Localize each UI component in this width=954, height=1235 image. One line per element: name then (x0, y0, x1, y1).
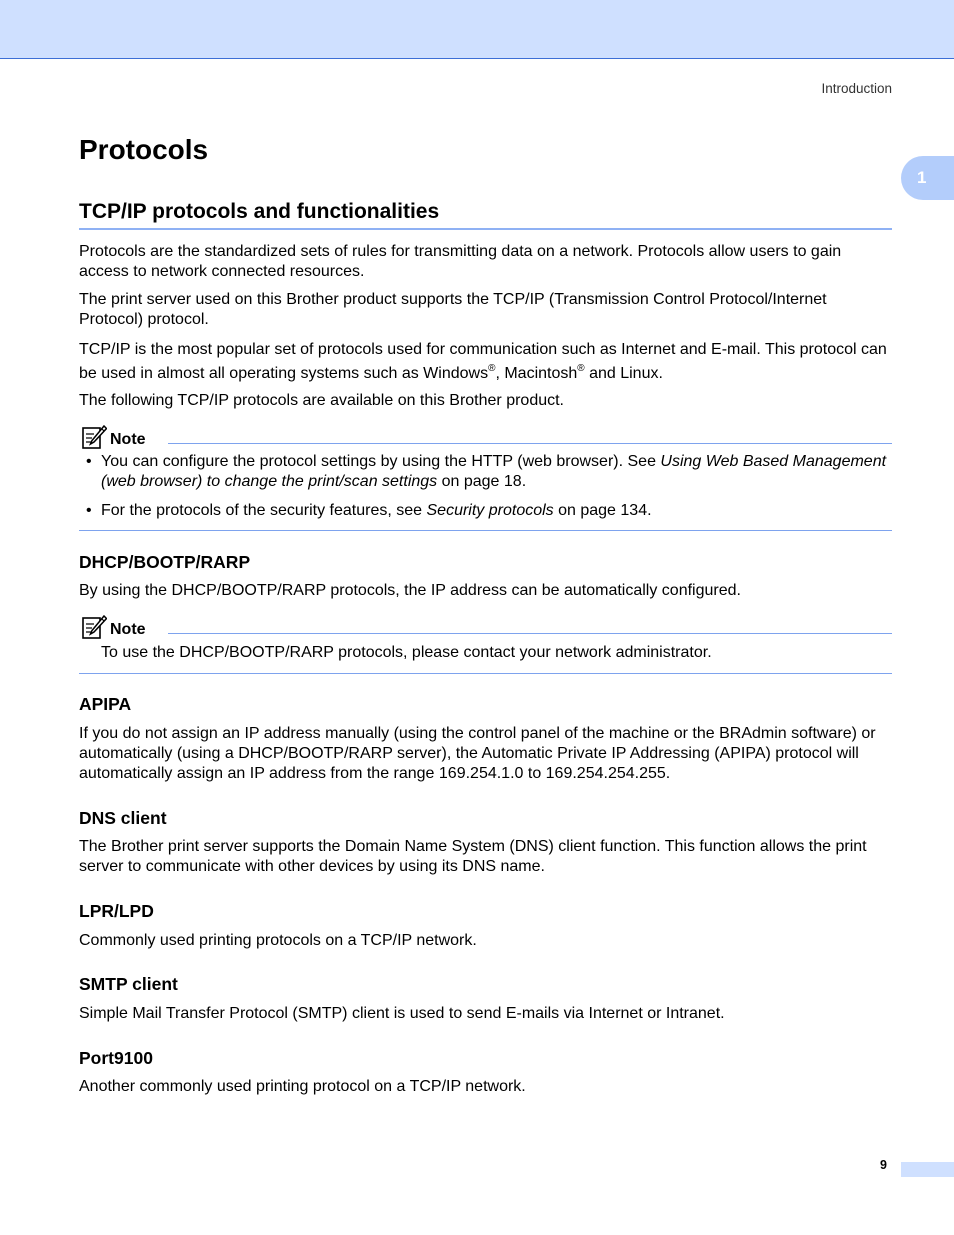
smtp-text: Simple Mail Transfer Protocol (SMTP) client is used to send E-mails via Internet or Intranet. (79, 1005, 725, 1022)
intro-paragraph-2: The print server used on this Brother product supports the TCP/IP (Transmission Control Protocol/Internet Protocol) protocol. (79, 291, 827, 328)
note-item: • For the protocols of the security features, see Security protocols on page 134. (86, 502, 652, 519)
registered-mark: ® (488, 363, 496, 374)
section-rule (79, 228, 892, 230)
port9100-heading: Port9100 (79, 1048, 153, 1068)
note-label: Note (110, 621, 146, 638)
text-run: You can configure the protocol settings by using the HTTP (web browser). See (101, 453, 661, 470)
dhcp-text: By using the DHCP/BOOTP/RARP protocols, the IP address can be automatically configured. (79, 582, 741, 599)
cross-reference-link[interactable]: Security protocols (426, 502, 554, 519)
dns-text: The Brother print server supports the Domain Name System (DNS) client function. This function allows the print server to communicate with other devices by using its DNS name. (79, 838, 867, 875)
note-pencil-icon (81, 425, 107, 451)
text-run: on page 134. (553, 502, 652, 519)
intro-paragraph-4: The following TCP/IP protocols are available on this Brother product. (79, 392, 564, 409)
apipa-text: If you do not assign an IP address manually (using the control panel of the machine or the BRAdmin software) or automatically (using a DHCP/BOOTP/RARP server), the Automatic Private IP Addressing (APIPA) protocol will automatically assign an IP address from the range 169.254.1.0 to 169.254.254.255. (79, 725, 876, 782)
text-run: and Linux. (584, 365, 663, 382)
cross-reference-link[interactable]: Using Web Based Management (web browser) to change the print/scan settings (101, 453, 887, 490)
page-title: Protocols (79, 134, 209, 165)
dns-heading: DNS client (79, 808, 167, 828)
running-head: Introduction (821, 81, 892, 96)
note-header (79, 425, 892, 451)
note-bottom-rule (79, 530, 892, 531)
apipa-heading: APIPA (79, 694, 132, 714)
text-run: For the protocols of the security features, see (101, 502, 427, 519)
smtp-heading: SMTP client (79, 974, 178, 994)
note-rule (168, 443, 892, 444)
registered-mark: ® (577, 363, 585, 374)
text-run: TCP/IP is the most popular set of protocols used for communication such as Internet and E-mail. This protocol can be used in almost all operating systems such as Windows (79, 341, 887, 382)
chapter-tab[interactable]: 1 (901, 156, 954, 200)
lpr-heading: LPR/LPD (79, 901, 154, 921)
dhcp-heading: DHCP/BOOTP/RARP (79, 552, 251, 572)
footer-bar (901, 1162, 954, 1177)
lpr-text: Commonly used printing protocols on a TCP/IP network. (79, 932, 477, 949)
page-number: 9 (880, 1158, 887, 1172)
note-item: • You can configure the protocol settings by using the HTTP (web browser). See Using Web Based Management (web browser) to change the print/scan settings on page 18. (86, 453, 887, 490)
port9100-text: Another commonly used printing protocol on a TCP/IP network. (79, 1078, 526, 1095)
text-run: on page 18. (437, 473, 527, 490)
note-bottom-rule (79, 673, 892, 674)
note-text: To use the DHCP/BOOTP/RARP protocols, please contact your network administrator. (101, 644, 712, 661)
section-title: TCP/IP protocols and functionalities (79, 200, 440, 223)
note-header (79, 615, 892, 641)
note-pencil-icon (81, 615, 107, 641)
note-rule (168, 633, 892, 634)
note-label: Note (110, 431, 146, 448)
note-list (79, 452, 892, 521)
text-run: , Macintosh (495, 365, 578, 382)
intro-paragraph-1: Protocols are the standardized sets of rules for transmitting data on a network. Protocols allow users to gain access to network connected resources. (79, 243, 842, 280)
header-band (0, 0, 954, 59)
intro-paragraph-3 (79, 338, 892, 386)
